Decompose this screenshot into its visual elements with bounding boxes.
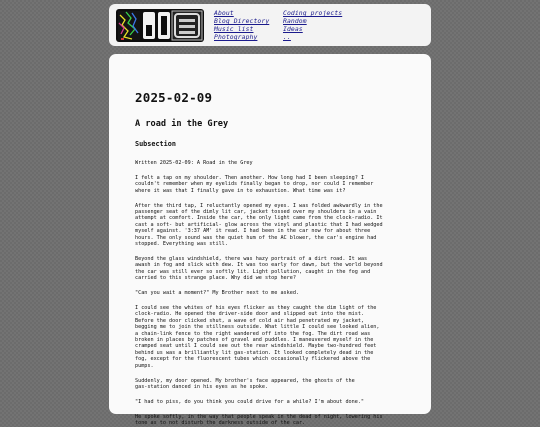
article-subtitle: Subsection (135, 140, 176, 148)
article-title: A road in the Grey (135, 119, 229, 129)
article-paragraph: Suddenly, my door opened. My brother's face appeared, the ghosts of the gas-station danced in his eyes as he spoke. (135, 377, 355, 390)
article-paragraph: Beyond the glass windshield, there was hazy portrait of a dirt road. It was awash in fog and slick with dew. It was too early for dawn, but the world beyond the car was still ever so softly lit. Light pollution, caught in the fog and carried to this strange place. Why did we stop here? (135, 255, 383, 282)
article-paragraph: I could see the whites of his eyes flicker as they caught the dim light of the clock-radio. He opened the driver-side door and slipped out into the mist. Before the door clicked shut, a wave of cold air had penetrated my jacket, begging me to join the stillness outside. What little I could see looked alien, a chain-link fence to the right wandered off into the fog. The dirt road was broken in places by patches of gravel and puddles. I maneuvered myself in the cramped seat until I could see out the rear windshield. Maybe two-hundred feet behind us was a brilliantly lit gas-station. It looked completely dead in the fog, except for the fluorescent tubes which occasionally flickered above the pumps. (135, 305, 380, 369)
site-header (109, 4, 431, 46)
nav-link-coding-projects[interactable]: Coding projects (283, 9, 343, 17)
secondary-nav (283, 9, 342, 41)
article-panel (109, 54, 431, 427)
nav-link-parent-directory[interactable]: .. (283, 33, 291, 41)
nav-link-photography[interactable]: Photography (214, 33, 258, 41)
nav-link-ideas[interactable]: Ideas (283, 25, 303, 33)
article-date: 2025-02-09 (135, 90, 213, 105)
primary-nav (214, 9, 269, 41)
nav-link-music-list[interactable]: Music list (214, 25, 254, 33)
article-paragraph: He spoke softly, in the way that people speak in the dead of night, lowering his tone as to not disturb the darkness outside of the car. (135, 413, 383, 427)
article-content (135, 90, 405, 427)
site-logo[interactable] (116, 9, 204, 42)
nav-link-blog-directory[interactable]: Blog Directory (214, 17, 270, 25)
article-paragraph: "Can you wait a moment?" My Brother next to me asked. (135, 290, 300, 297)
nav-link-random[interactable]: Random (283, 17, 307, 25)
article-paragraph: I felt a tap on my shoulder. Then another. How long had I been sleeping? I couldn't remember when my eyelids finally began to drop, nor could I remember where it was that I finally gave in to exhaustion. What time was it? (135, 174, 374, 194)
nav-link-about[interactable]: About (214, 9, 234, 17)
article-paragraph: "I had to piss, do you think you could drive for a while? I'm about done." (135, 398, 365, 405)
article-paragraph: Written 2025-02-09: A Road in the Grey (135, 160, 253, 166)
article-paragraph: After the third tap, I reluctantly opened my eyes. I was folded awkwardly in the passenger seat of the dimly lit car, jacket tossed over my shoulders in a vain attempt at comfort. Inside the car, the only light came from the clock-radio. It cast a soft- but artificial- glow across the vinyl and plastic that I had wedged myself against. '3:37 AM' it read. I had been in the car now for about three hours. The only sound was the quiet hum of the AC blower, the car's engine had stopped. Everything was still. (135, 202, 383, 248)
